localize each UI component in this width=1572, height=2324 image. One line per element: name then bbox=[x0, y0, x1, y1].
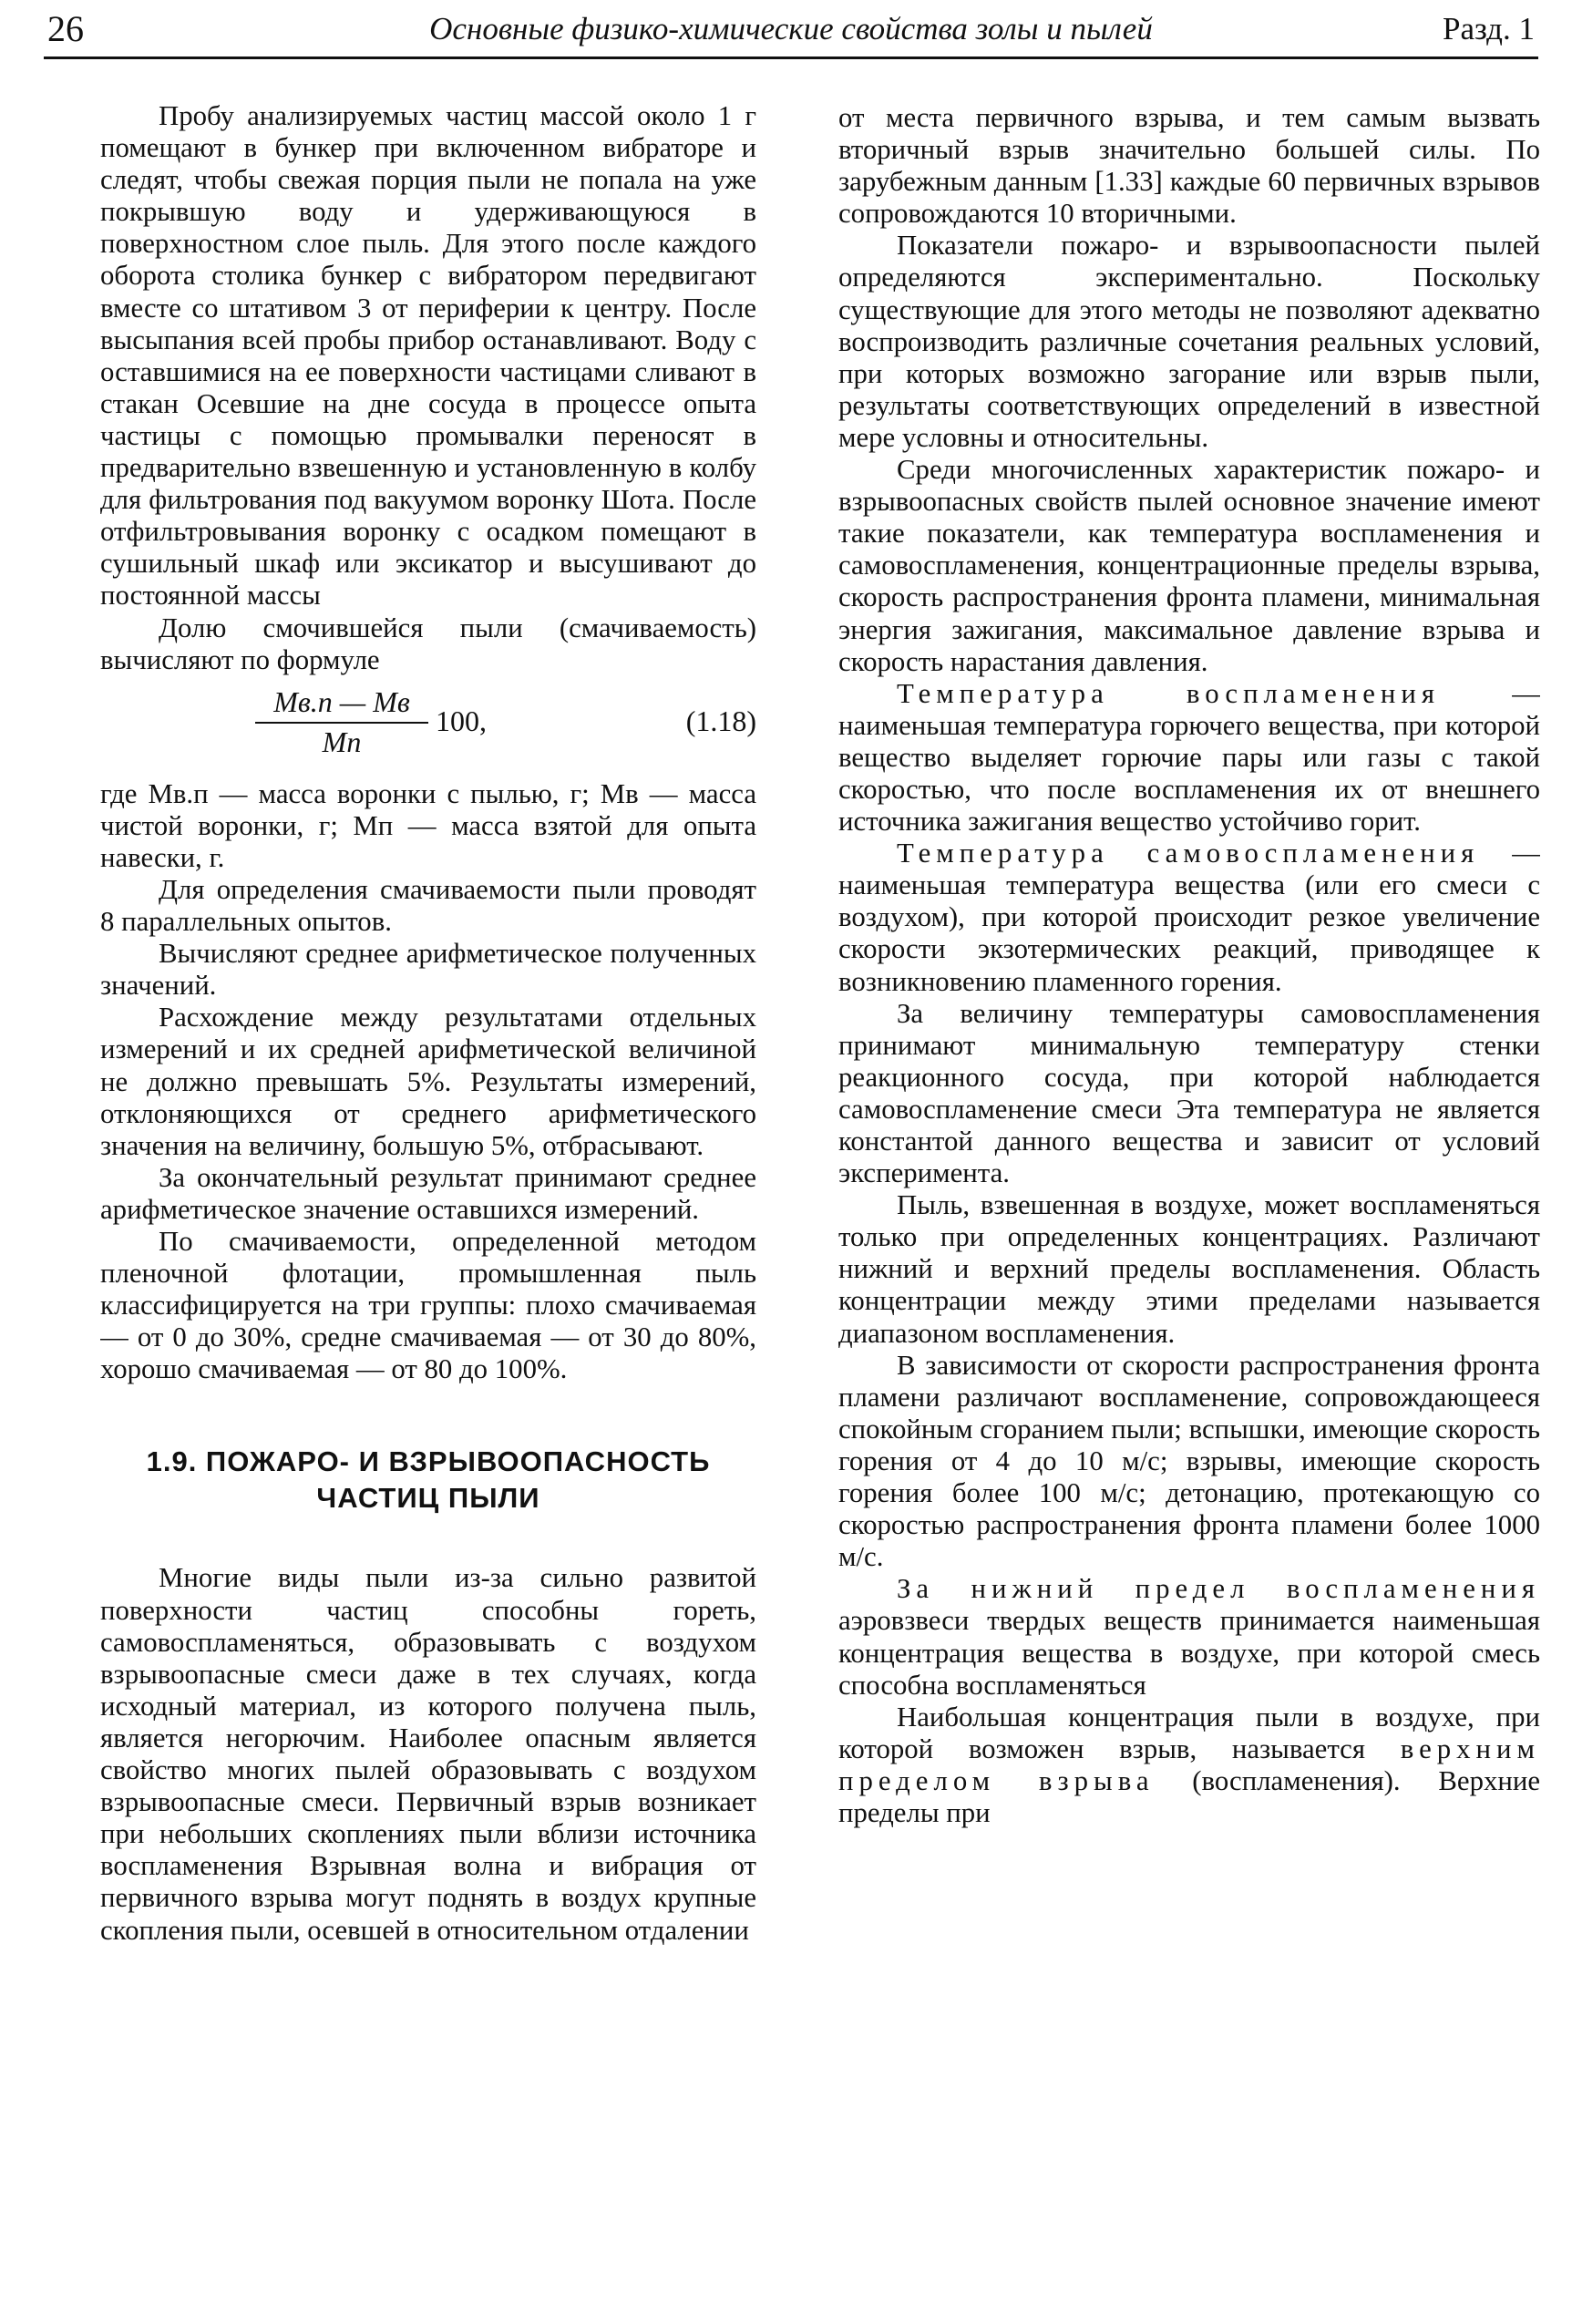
paragraph: Долю смочившейся пыли (смачиваемость) вычисляют по формуле bbox=[100, 612, 756, 675]
paragraph: Расхождение между результатами отдельных измерений и их средней арифметической величиной не должно превышать 5%. Результаты измерений, отклоняющихся от среднего арифметического значения на величину, большую 5%, отбрасывают. bbox=[100, 1002, 756, 1161]
header-rule bbox=[44, 57, 1538, 59]
definition-text: — наименьшая температура вещества (или его смеси с воздухом), при которой происходит резкое увеличение скорости экзотермических реакций, приводящее к возникновению пламенного горения. bbox=[838, 838, 1540, 997]
equation-number: (1.18) bbox=[685, 704, 756, 737]
running-header bbox=[44, 7, 1538, 51]
formula-1-18 bbox=[100, 684, 756, 775]
right-column bbox=[838, 102, 1540, 2308]
paragraph: За величину температуры самовоспламенения принимают минимальную температуру стенки реакционного сосуда, при которой наблюдается самовоспламенение смеси Эта температура не является константой данного вещества и зависит от условий эксперимента. bbox=[838, 997, 1540, 1189]
section-heading-line: ЧАСТИЦ ПЫЛИ bbox=[316, 1482, 540, 1515]
formula-numerator: Mв.п — Mв bbox=[255, 684, 428, 724]
paragraph bbox=[838, 678, 1540, 838]
paragraph: Вычисляют среднее арифметическое полученных значений. bbox=[100, 938, 756, 1002]
formula-multiplier: 100, bbox=[436, 704, 487, 737]
paragraph bbox=[838, 838, 1540, 997]
paragraph: Многие виды пыли из-за сильно развитой поверхности частиц способны гореть, самовоспламеняться, образовывать с воздухом взрывоопасные смеси даже в тех случаях, когда исходный материал, из которого получена пыль, является негорючим. Наиболее опасным является свойство многих пылей образовывать с воздухом взрывоопасные смеси. Первичный взрыв возникает при небольших скоплениях пыли вблизи источника воспламенения Взрывная волна и вибрация от первичного взрыва могут поднять в воздух крупные скопления пыли, осевшей в относительном отдалении bbox=[100, 1562, 756, 1946]
paragraph bbox=[838, 1702, 1540, 1829]
paragraph: Среди многочисленных характеристик пожаро- и взрывоопасных свойств пылей основное значение имеют такие показатели, как температура воспламенения и самовоспламенения, концентрационные пределы взрыва, скорость распространения фронта пламени, минимальная энергия зажигания, максимальное давление взрыва и скорость нарастания давления. bbox=[838, 454, 1540, 677]
paragraph: Пробу анализируемых частиц массой около 1 г помещают в бункер при включенном вибраторе и следят, чтобы свежая порция пыли не попала на уже покрывшую воду и удерживающуюся в поверхностном слое пыль. Для этого после каждого оборота столика бункер с вибратором передвигают вместе со штативом 3 от периферии к центру. После высыпания всей пробы прибор останавливают. Воду с оставшимися на ее поверхности частицами сливают в стакан Осевшие на дне сосуда в процессе опыта частицы с помощью промывалки переносят в предварительно взвешенную и установленную в колбу для фильтрования под вакуумом воронку Шота. После отфильтровывания воронку с осадком помещают в сушильный шкаф или эксикатор и высушивают до постоянной массы bbox=[100, 100, 756, 612]
paragraph: Показатели пожаро- и взрывоопасности пылей определяются экспериментально. Поскольку существующие для этого методы не позволяют адекватно воспроизводить различные сочетания реальных условий, при которых возможно загорание или взрыв пыли, результаты соответствующих определений в известной мере условны и относительны. bbox=[838, 230, 1540, 453]
paragraph: По смачиваемости, определенной методом пленочной флотации, промышленная пыль классифицируется на три группы: плохо смачиваемая — от 0 до 30%, средне смачиваемая — от 30 до 80%, хорошо смачиваемая — от 80 до 100%. bbox=[100, 1226, 756, 1385]
paragraph-text: Наибольшая концентрация пыли в воздухе, при которой возможен взрыв, называется bbox=[838, 1701, 1540, 1764]
spaced-term: За нижний предел воспламенения bbox=[897, 1573, 1540, 1605]
section-reference: Разд. 1 bbox=[1442, 11, 1535, 46]
paragraph: За окончательный результат принимают среднее арифметическое значение оставшихся измерений. bbox=[100, 1161, 756, 1225]
paragraph: Для определения смачиваемости пыли проводят 8 параллельных опытов. bbox=[100, 873, 756, 938]
running-title: Основные физико-химические свойства золы и пылей bbox=[429, 11, 1153, 46]
definition-text: аэровзвеси твердых веществ принимается наименьшая концентрация вещества в воздухе, при которой смесь способна воспламеняться bbox=[838, 1605, 1540, 1701]
spaced-term: Температура самовоспламенения bbox=[897, 838, 1480, 869]
definition-text: — наименьшая температура горючего вещества, при которой вещество выделяет горючие пары или газы с такой скоростью, что после воспламенения их от внешнего источника зажигания вещество устойчиво горит. bbox=[838, 677, 1540, 838]
section-heading bbox=[100, 1444, 756, 1517]
paragraph: где Mв.п — масса воронки с пылью, г; Mв — масса чистой воронки, г; Mп — масса взятой для опыта навески, г. bbox=[100, 777, 756, 873]
section-heading-line: 1.9. ПОЖАРО- И ВЗРЫВООПАСНОСТЬ bbox=[146, 1445, 711, 1478]
formula-denominator: Mп bbox=[322, 725, 362, 758]
paragraph: от места первичного взрыва, и тем самым вызвать вторичный взрыв значительно большей силы. По зарубежным данным [1.33] каждые 60 первичных взрывов сопровождаются 10 вторичными. bbox=[838, 102, 1540, 230]
paragraph: В зависимости от скорости распространения фронта пламени различают воспламенение, сопровождающееся спокойным сгоранием пыли; вспышки, имеющие скорость горения от 4 до 10 м/с; взрывы, имеющие скорость горения более 100 м/с; детонацию, протекающую со скоростью распространения фронта пламени более 1000 м/с. bbox=[838, 1349, 1540, 1573]
spaced-term: Температура воспламенения bbox=[897, 677, 1441, 709]
left-column bbox=[100, 100, 756, 2306]
paragraph: Пыль, взвешенная в воздухе, может воспламеняться только при определенных концентрациях. Различают нижний и верхний пределы воспламенения. Область концентрации между этими пределами называется диапазоном воспламенения. bbox=[838, 1189, 1540, 1349]
page-number: 26 bbox=[47, 8, 84, 49]
paragraph bbox=[838, 1573, 1540, 1701]
spaced-term: верхним пределом взрыва bbox=[838, 1733, 1540, 1796]
paragraph-text: (воспламенения). Верхние пределы при bbox=[838, 1764, 1540, 1828]
fraction bbox=[255, 684, 428, 760]
